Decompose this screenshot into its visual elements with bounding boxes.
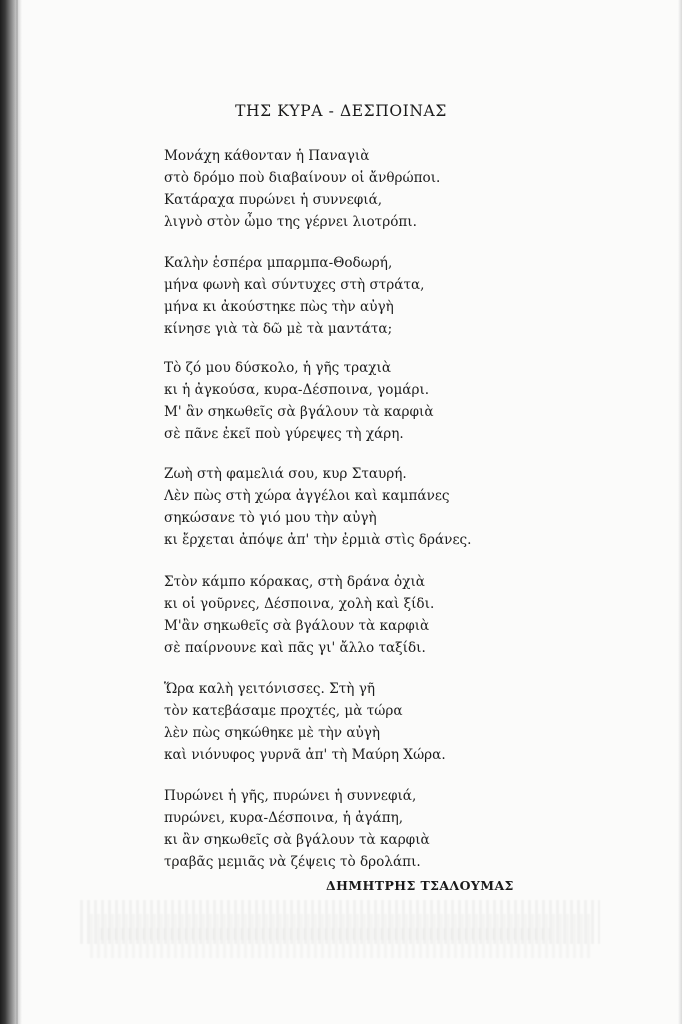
poem-line: καὶ νιόνυφος γυρνᾶ ἀπ' τὴ Μαύρη Χώρα. xyxy=(164,747,446,763)
show-through-text xyxy=(100,928,550,940)
poem-line: Μονάχη κάθονταν ἡ Παναγιὰ xyxy=(164,148,370,164)
poem-line: κι ἂν σηκωθεῖς σὰ βγάλουν τὰ καρφιὰ xyxy=(164,832,430,848)
stanza-6 xyxy=(164,678,446,766)
stanza-3 xyxy=(164,357,434,445)
stanza-7 xyxy=(164,785,430,873)
poem-line: σὲ παίρνουνε καὶ πᾶς γι' ἄλλο ταξίδι. xyxy=(164,640,426,656)
poem-line: κι ἡ ἀγκούσα, κυρα-Δέσποινα, γομάρι. xyxy=(164,382,430,398)
poem-line: σὲ πᾶνε ἐκεῖ ποὺ γύρεψες τὴ χάρη. xyxy=(164,426,404,442)
poem-line: Πυρώνει ἡ γῆς, πυρώνει ἡ συννεφιά, xyxy=(164,788,417,804)
poem-line: Τὸ ζό μου δύσκολο, ἡ γῆς τραχιὰ xyxy=(164,360,392,376)
poem-line: πυρώνει, κυρα-Δέσποινα, ἡ ἀγάπη, xyxy=(164,810,404,826)
poem-line: Ὥρα καλὴ γειτόνισσες. Στὴ γῆ xyxy=(164,681,376,697)
poem-line: τὸν κατεβάσαμε προχτές, μὰ τώρα xyxy=(164,703,403,719)
poem-line: μήνα φωνὴ καὶ σύντυχες στὴ στράτα, xyxy=(164,277,425,293)
poem-line: Μ'ἂν σηκωθεῖς σὰ βγάλουν τὰ καρφιὰ xyxy=(164,618,430,634)
poem-line: Κατάραχα πυρώνει ἡ συννεφιά, xyxy=(164,192,383,208)
binding-shadow xyxy=(0,0,22,1024)
poem-line: σηκώσανε τὸ γιό μου τὴν αὐγὴ xyxy=(164,510,377,526)
poem-line: λιγνὸ στὸν ὦμο της γέρνει λιοτρόπι. xyxy=(164,214,417,230)
poem-line: Στὸν κάμπο κόρακας, στὴ δράνα ὀχιὰ xyxy=(164,574,425,590)
stanza-4 xyxy=(164,463,471,551)
poem-line: κίνησε γιὰ τὰ δῶ μὲ τὰ μαντάτα; xyxy=(164,321,393,337)
binding-crease xyxy=(16,0,18,1024)
poem-line: Καλὴν ἑσπέρα μπαρμπα-Θοδωρή, xyxy=(164,255,393,271)
stanza-5 xyxy=(164,571,434,659)
stanza-1 xyxy=(164,145,440,233)
poem-line: λὲν πὼς σηκώθηκε μὲ τὴν αὐγὴ xyxy=(164,725,381,741)
poem-title: ΤΗΣ ΚΥΡΑ - ΔΕΣΠΟΙΝΑΣ xyxy=(235,102,447,120)
poem-line: Μ' ἂν σηκωθεῖς σὰ βγάλουν τὰ καρφιὰ xyxy=(164,404,434,420)
poem-line: στὸ δρόμο ποὺ διαβαίνουν οἱ ἄνθρώποι. xyxy=(164,170,441,186)
poem-line: Ζωὴ στὴ φαμελιά σου, κυρ Σταυρή. xyxy=(164,466,407,482)
poem-line: κι οἱ γοῦρνες, Δέσποινα, χολὴ καὶ ξίδι. xyxy=(164,596,435,612)
poem-line: Λὲν πὼς στὴ χώρα ἀγγέλοι καὶ καμπάνες xyxy=(164,488,450,504)
poem-line: τραβᾶς μεμιᾶς νὰ ζέψεις τὸ δρολάπι. xyxy=(164,854,421,870)
stanza-2 xyxy=(164,252,424,340)
page-edge xyxy=(678,0,682,1024)
author-signature: ΔΗΜΗΤΡΗΣ ΤΣΑΛΟΥΜΑΣ xyxy=(326,878,514,893)
poem-line: μήνα κι ἀκούστηκε πὼς τὴν αὐγὴ xyxy=(164,299,394,315)
poem-line: κι ἔρχεται ἀπόψε ἀπ' τὴν ἐρμιὰ στὶς δράνες. xyxy=(164,532,472,548)
